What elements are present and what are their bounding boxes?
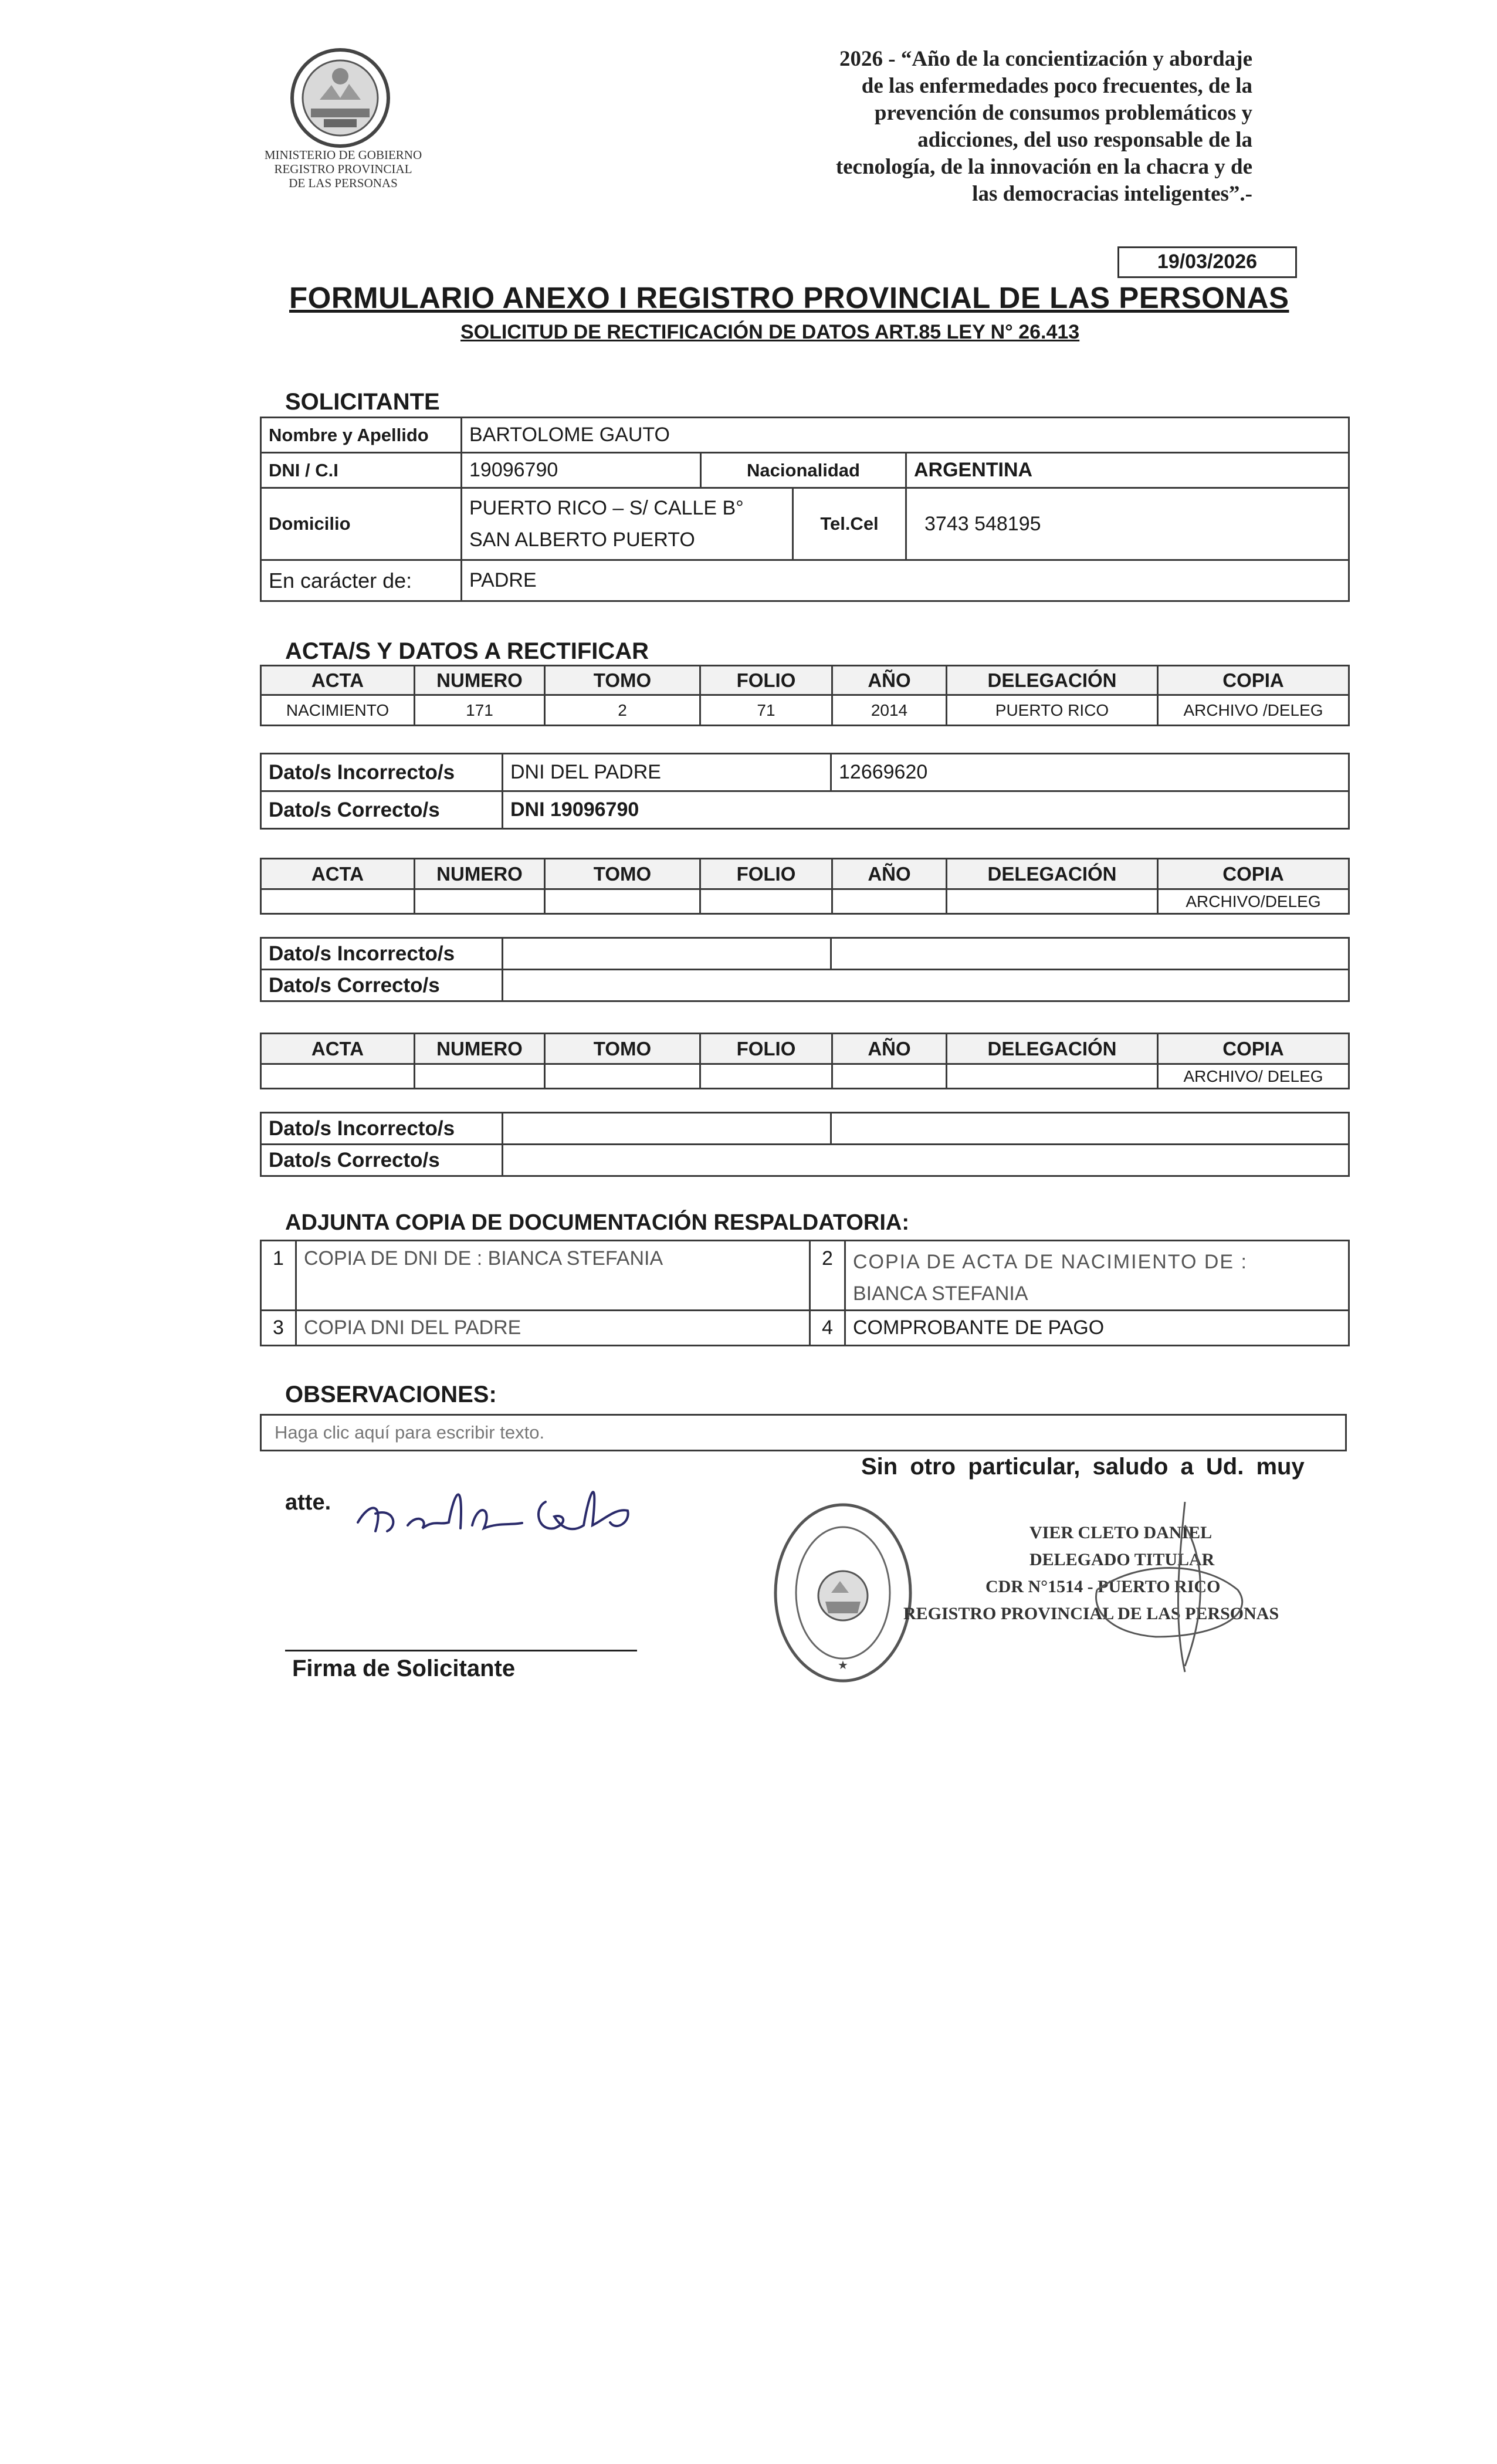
svg-text:★: ★: [838, 1659, 848, 1672]
adjunta-num: 3: [261, 1311, 296, 1346]
incorrect-value: DNI DEL PADRE: [503, 754, 831, 791]
table-cell: ARCHIVO /DELEG: [1158, 695, 1349, 726]
correct-label: Dato/s Correcto/s: [261, 791, 503, 829]
col-numero: NUMERO: [415, 1034, 545, 1064]
col-folio: FOLIO: [700, 859, 832, 889]
closing-text: Sin otro particular, saludo a Ud. muy: [861, 1454, 1305, 1480]
acta-table-1: [260, 665, 1350, 726]
table-cell: [947, 889, 1158, 914]
incorrect-label: Dato/s Incorrecto/s: [261, 1113, 503, 1145]
col-tomo: TOMO: [545, 1034, 700, 1064]
adjunta-heading: ADJUNTA COPIA DE DOCUMENTACIÓN RESPALDATORIA:: [285, 1210, 909, 1235]
official-seal: [770, 1499, 916, 1687]
nacionalidad-label: Nacionalidad: [701, 453, 906, 488]
table-cell: 71: [700, 695, 832, 726]
nacionalidad-value: ARGENTINA: [906, 453, 1349, 488]
form-title: FORMULARIO ANEXO I REGISTRO PROVINCIAL DE LAS PERSONAS: [289, 281, 1289, 314]
ministry-logo: [287, 44, 393, 153]
solicitant-signature: [352, 1467, 639, 1555]
datos-table-1: [260, 753, 1350, 830]
col-tomo: TOMO: [545, 666, 700, 695]
table-cell: [700, 1064, 832, 1089]
table-cell: [545, 1064, 700, 1089]
adjunta-item: COPIA DE DNI DE : BIANCA STEFANIA: [296, 1241, 810, 1311]
copia-value: ARCHIVO/ DELEG: [1158, 1064, 1349, 1089]
col-acta: ACTA: [261, 859, 415, 889]
adjunta-item: COMPROBANTE DE PAGO: [845, 1311, 1349, 1346]
official-signature-scribble: [1009, 1490, 1291, 1690]
table-cell: [261, 1064, 415, 1089]
col-acta: ACTA: [261, 1034, 415, 1064]
col-anio: AÑO: [832, 1034, 947, 1064]
tel-label: Tel.Cel: [792, 489, 905, 559]
signature-line: [285, 1650, 637, 1651]
domicilio-label: Domicilio: [261, 488, 462, 560]
acta-table-2: [260, 858, 1350, 915]
table-cell: [700, 889, 832, 914]
incorrect-value: [503, 938, 831, 970]
solicitante-heading: SOLICITANTE: [285, 389, 440, 415]
ministry-caption: MINISTERIO DE GOBIERNO REGISTRO PROVINCIAL DE LAS PERSONAS: [264, 148, 422, 190]
col-numero: NUMERO: [415, 859, 545, 889]
copia-value: ARCHIVO/DELEG: [1158, 889, 1349, 914]
caracter-value: PADRE: [462, 560, 1349, 601]
actas-heading: ACTA/S Y DATOS A RECTIFICAR: [285, 638, 649, 664]
col-delegacion: DELEGACIÓN: [947, 1034, 1158, 1064]
table-cell: [832, 1064, 947, 1089]
form-date: 19/03/2026: [1117, 246, 1297, 278]
col-copia: COPIA: [1158, 859, 1349, 889]
incorrect-value-2: [831, 1113, 1349, 1145]
nombre-label: Nombre y Apellido: [261, 418, 462, 453]
incorrect-value: [503, 1113, 831, 1145]
table-cell: [261, 889, 415, 914]
incorrect-value-2: [831, 938, 1349, 970]
official-signature-block: VIER CLETO DANIEL DELEGADO TITULAR CDR N°1514 - PUERTO RICO REGISTRO PROVINCIAL DE LAS PERSONAS: [903, 1523, 1279, 1623]
table-cell: PUERTO RICO: [947, 695, 1158, 726]
form-subtitle: SOLICITUD DE RECTIFICACIÓN DE DATOS ART.85 LEY N° 26.413: [460, 321, 1080, 343]
year-motto: 2026 - “Año de la concientización y abordaje de las enfermedades poco frecuentes, de la prevención de consumos problemáticos y adicciones, del uso responsable de la tecnología, de la innovación en la chacra y de las democracias inteligentes”.-: [835, 47, 1252, 206]
col-tomo: TOMO: [545, 859, 700, 889]
incorrect-label: Dato/s Incorrecto/s: [261, 754, 503, 791]
caracter-label: En carácter de:: [261, 560, 462, 601]
col-anio: AÑO: [832, 859, 947, 889]
atte-label: atte.: [285, 1490, 331, 1515]
col-folio: FOLIO: [700, 1034, 832, 1064]
table-cell: [545, 889, 700, 914]
col-delegacion: DELEGACIÓN: [947, 666, 1158, 695]
col-acta: ACTA: [261, 666, 415, 695]
incorrect-value-2: 12669620: [831, 754, 1349, 791]
correct-value: [503, 1145, 1349, 1176]
col-numero: NUMERO: [415, 666, 545, 695]
col-anio: AÑO: [832, 666, 947, 695]
table-cell: [415, 1064, 545, 1089]
tel-value: 3743 548195: [906, 488, 1349, 560]
adjunta-table: [260, 1240, 1350, 1346]
table-cell: 2014: [832, 695, 947, 726]
adjunta-item: COPIA DE ACTA DE NACIMIENTO DE : BIANCA STEFANIA: [845, 1241, 1349, 1311]
table-cell: [947, 1064, 1158, 1089]
correct-label: Dato/s Correcto/s: [261, 970, 503, 1001]
col-delegacion: DELEGACIÓN: [947, 859, 1158, 889]
datos-table-3: [260, 1112, 1350, 1177]
adjunta-num: 4: [810, 1311, 845, 1346]
adjunta-num: 2: [810, 1241, 845, 1311]
table-cell: [415, 889, 545, 914]
acta-table-3: [260, 1033, 1350, 1089]
correct-label: Dato/s Correcto/s: [261, 1145, 503, 1176]
col-folio: FOLIO: [700, 666, 832, 695]
table-cell: NACIMIENTO: [261, 695, 415, 726]
table-cell: 2: [545, 695, 700, 726]
nombre-value: BARTOLOME GAUTO: [462, 418, 1349, 453]
correct-value: DNI 19096790: [503, 791, 1349, 829]
dni-value: 19096790: [462, 453, 701, 488]
datos-table-2: [260, 937, 1350, 1002]
dni-label: DNI / C.I: [261, 453, 462, 488]
observaciones-field[interactable]: Haga clic aquí para escribir texto.: [260, 1414, 1347, 1451]
solicitante-table: [260, 417, 1350, 602]
domicilio-value: PUERTO RICO – S/ CALLE B° SAN ALBERTO PUERTO Tel.Cel: [462, 488, 906, 560]
correct-value: [503, 970, 1349, 1001]
observaciones-heading: OBSERVACIONES:: [285, 1382, 497, 1407]
table-cell: 171: [415, 695, 545, 726]
signature-label: Firma de Solicitante: [292, 1656, 516, 1681]
table-cell: [832, 889, 947, 914]
adjunta-item: COPIA DNI DEL PADRE: [296, 1311, 810, 1346]
adjunta-num: 1: [261, 1241, 296, 1311]
col-copia: COPIA: [1158, 666, 1349, 695]
incorrect-label: Dato/s Incorrecto/s: [261, 938, 503, 970]
col-copia: COPIA: [1158, 1034, 1349, 1064]
